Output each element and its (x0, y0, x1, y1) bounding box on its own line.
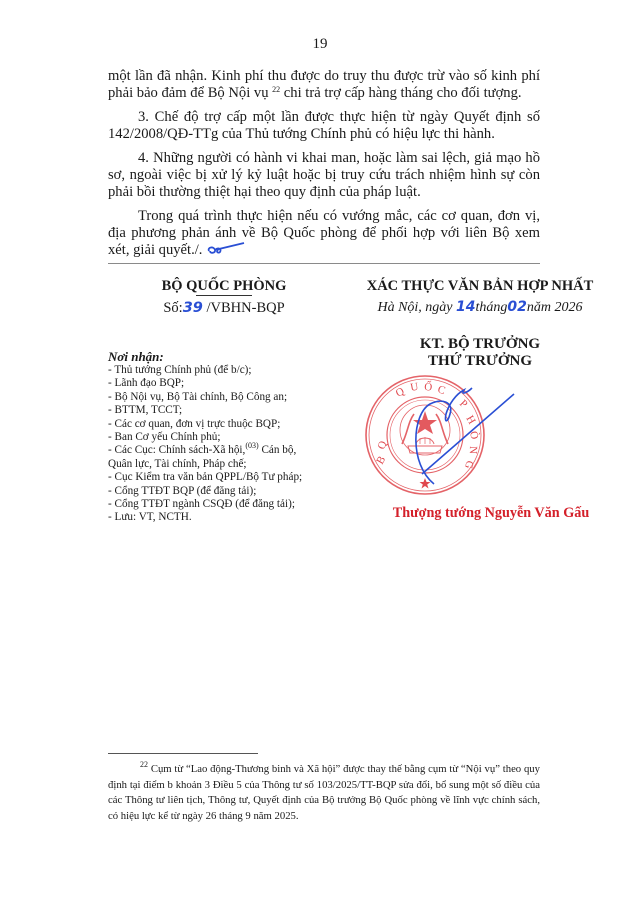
recipient-item: - Cục Kiểm tra văn bản QPPL/Bộ Tư pháp; (108, 471, 303, 484)
number-suffix: /VBHN-BQP (202, 300, 285, 316)
org-underline (196, 295, 252, 296)
paragraph-text: một lần đã nhận. Kinh phí thu được do truy thu được trừ vào số kinh phí phải bảo đảm để Bộ Nội vụ (108, 68, 540, 101)
footnote-text (108, 762, 540, 824)
paragraph-continuation (108, 68, 540, 102)
svg-text:N: N (466, 445, 479, 455)
footnote-reference[interactable]: 22 (272, 85, 281, 94)
signer-name: Thượng tướng Nguyễn Văn Gấu (392, 505, 590, 521)
recipient-item: - Các cơ quan, đơn vị trực thuộc BQP; (108, 417, 281, 430)
svg-text:H: H (463, 413, 478, 427)
svg-text:Ố: Ố (423, 381, 433, 394)
paragraph-3: 3. Chế độ trợ cấp một lần được thực hiện từ ngày Quyết định số 142/2008/QĐ-TTg của Thủ tướng Chính phủ có hiệu lực thi hành. (108, 109, 540, 142)
svg-text:Ò: Ò (467, 430, 481, 441)
footnote-marker: 22 (140, 760, 148, 769)
number-prefix: Số: (163, 300, 183, 316)
date-line (355, 297, 605, 318)
svg-text:Q: Q (393, 385, 407, 400)
signer-title-line1: KT. BỘ TRƯỞNG (419, 336, 541, 352)
paragraph-4: 4. Những người có hành vi khai man, hoặc làm sai lệch, giả mạo hồ sơ, ngoài việc bị xử lý kỷ luật hoặc bị truy cứu trách nhiệm hình sự còn phải bồi thường thiệt hại theo quy định của pháp luật. (108, 150, 540, 200)
handwritten-number: 39 (182, 300, 203, 316)
recipients-list (108, 349, 348, 525)
svg-text:U: U (409, 380, 420, 394)
authentication-block (355, 277, 605, 318)
paragraph-text: Trong quá trình thực hiện nếu có vướng mắc, các cơ quan, đơn vị, địa phương phản ánh về Bộ Quốc phòng để phối hợp với liên Bộ xem xét, giải quyết./. (108, 208, 540, 258)
body-text (108, 68, 540, 266)
recipient-item: - Thủ tướng Chính phủ (để b/c); (108, 364, 252, 376)
issuer-org: BỘ QUỐC PHÒNG (161, 278, 287, 294)
recipient-item: - Ban Cơ yếu Chính phủ; (108, 431, 221, 444)
handwritten-day: 14 (456, 299, 476, 315)
section-divider (108, 263, 540, 264)
recipients-title: Nơi nhận: (108, 349, 164, 364)
recipient-item: - BTTM, TCCT; (108, 404, 183, 417)
footnote (108, 762, 540, 824)
svg-text:G: G (462, 459, 476, 471)
issuer-block (150, 277, 298, 318)
recipient-item (108, 441, 348, 457)
recipient-item-continuation: Quân lực, Tài chính, Pháp chế; (108, 457, 247, 470)
svg-text:Q: Q (375, 439, 390, 452)
month-label: tháng (475, 300, 508, 315)
signer-title-line2: THỨ TRƯỞNG (427, 353, 533, 369)
recipient-item: - Cổng TTĐT ngành CSQĐ (để đăng tải); (108, 498, 295, 511)
official-seal-stamp (364, 374, 486, 496)
footnote-divider (108, 753, 258, 754)
svg-text:P: P (456, 397, 470, 411)
authentication-title: XÁC THỰC VĂN BẢN HỢP NHẤT (366, 278, 594, 294)
recipient-text: Cán bộ, (258, 444, 297, 457)
document-number (150, 298, 298, 318)
page-number: 19 (312, 36, 328, 52)
footnote-body: Cụm từ “Lao động-Thương binh và Xã hội” được thay thế bằng cụm từ “Nội vụ” theo quy định tại điểm b khoản 3 Điều 5 của Thông tư số 103/2025/TT-BQP sửa đổi, bổ sung một số điều của các Thông tư liên tịch, Thông tư, Quyết định của Bộ trưởng Bộ Quốc phòng về lĩnh vực chính sách, có hiệu lực kể từ ngày 26 tháng 9 năm 2025. (108, 763, 540, 822)
signer-title-block (380, 336, 580, 370)
initial-signature-icon (206, 242, 246, 256)
svg-text:C: C (436, 383, 447, 398)
date-prefix: Hà Nội, ngày (377, 300, 457, 315)
recipient-text: - Các Cục: Chính sách-Xã hội, (108, 444, 246, 457)
paragraph-closing (108, 208, 540, 259)
recipient-item: - Bộ Nội vụ, Bộ Tài chính, Bộ Công an; (108, 390, 288, 403)
recipient-item: - Lãnh đạo BQP; (108, 377, 185, 390)
footnote-reference[interactable]: (03) (245, 441, 259, 451)
year-text: năm 2026 (526, 300, 583, 315)
svg-text:B: B (374, 454, 389, 467)
recipient-item: - Lưu: VT, NCTH. (108, 511, 192, 524)
recipient-item: - Cổng TTĐT BQP (để đăng tải); (108, 484, 257, 497)
handwritten-month: 02 (507, 299, 527, 315)
paragraph-text: chi trả trợ cấp hàng tháng cho đối tượng. (280, 85, 522, 101)
